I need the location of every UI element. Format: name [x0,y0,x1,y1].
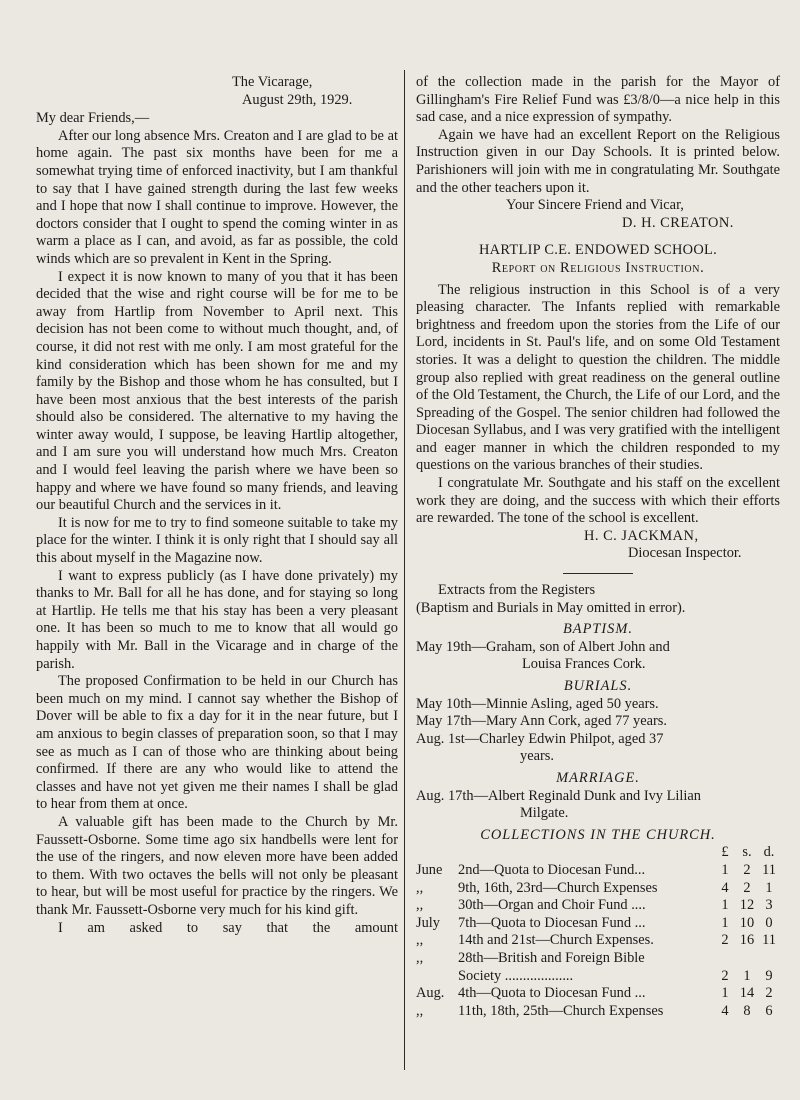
collection-shillings: 8 [743,1002,751,1019]
collection-pounds: 2 [721,967,729,984]
collection-pounds [714,950,736,968]
pence-header: d. [763,844,775,861]
collection-shillings: 2 [743,861,751,878]
collection-shillings: 10 [739,914,755,931]
marriage-heading: MARRIAGE. [556,769,640,786]
collection-pence: 3 [765,897,773,914]
school-report-paragraph: I congratulate Mr. Southgate and his staff on the excellent work they are doing, and the success with which their efforts are rewarded. The tone of the school is excellent. [416,475,780,527]
marriage-entry-cont: Milgate. [520,805,569,822]
letter-paragraph: I want to express publicly (as I have done privately) my thanks to Mr. Ball for all he has done, and for staying so long at Hartlip. He tells me that his stay has been a very pleasant one. It has been so much to me to know that all would go happily with Mr. Ball in the Vicarage and in charge of the parish. [36,567,398,672]
burials-heading: BURIALS. [563,678,633,694]
letter-closing: Your Sincere Friend and Vicar, [506,197,684,214]
letter-paragraph: The proposed Confirmation to be held in our Church has been much on my mind. I cannot say whether the Bishop of Dover will be able to fix a day for it in the near future, but I am anxious to begin classes of preparation soon, so that I may see as much as I can of those who are thinking about being confirmed. If there are any who would like to attend the classes and have not yet given me their names I shall be glad to hear from them at once. [36,673,398,813]
shillings-header: s. [742,844,752,861]
burial-entry: May 17th—Mary Ann Cork, aged 77 years. [416,713,667,730]
collection-month: ,, [416,897,424,914]
letter-paragraph: Again we have had an excellent Report on the Religious Instruction given in our Day Schools. It is printed below. Parishioners will join with me in congratulating Mr. Southgate and the other teachers upon it. [416,126,780,196]
collection-description: Society ................... [458,967,574,984]
marriage-entry: Aug. 17th—Albert Reginald Dunk and Ivy Lilian [416,787,701,804]
baptism-text: Graham, son of Albert John and [485,638,670,655]
letter-paragraph: After our long absence Mrs. Creaton and I are glad to be at home again. The past six months have been for me a somewhat trying time of enforced inactivity, but I am thankful to say that I have gained strength during the last few weeks and I hope that now I shall continue to improve. However, the doctors consider that I ought to spend the coming winter in as warm a place as I can, and avoid, as far as possible, the cold winds which are so prevalent in Kent in the Spring. [36,127,398,267]
collections-table [416,844,780,1020]
collection-pence: 0 [765,914,773,931]
right-column [416,74,780,1020]
collection-month: June [416,861,443,878]
pounds-header: £ [721,844,729,861]
collection-pounds: 1 [721,897,729,914]
collection-pence: 2 [765,985,773,1002]
collection-description: 4th—Quota to Diocesan Fund ... [458,985,646,1002]
baptism-entry [416,639,780,674]
currency-header-row [416,844,780,862]
collection-description: 11th, 18th, 25th—Church Expenses [458,1002,664,1019]
school-report-subtitle: Report on Religious Instruction. [491,259,705,276]
letter-address: The Vicarage, [232,74,313,90]
collection-pounds: 2 [721,932,729,949]
letter-signature: D. H. CREATON. [622,214,734,231]
collection-month: ,, [416,949,424,966]
section-divider [563,573,633,574]
collection-month: ,, [416,1002,424,1019]
collection-row [416,862,780,880]
collection-pounds: 1 [721,861,729,878]
collection-description: 14th and 21st—Church Expenses. [458,932,654,949]
collection-month: ,, [416,879,424,896]
baptism-heading: BAPTISM. [563,621,633,638]
burial-entry-cont: years. [520,748,554,765]
inspector-title: Diocesan Inspector. [628,545,742,562]
collection-shillings: 2 [743,879,751,896]
collection-pence: 11 [762,932,776,949]
collection-shillings: 16 [739,932,755,949]
registers-intro: Extracts from the Registers [438,582,596,599]
collection-month: ,, [416,932,424,949]
baptism-date: May 19th— [416,638,486,655]
collection-month: July [416,914,440,931]
collection-row [416,1003,780,1021]
collection-shillings: 1 [743,967,751,984]
collection-row [416,950,780,968]
collection-row [416,897,780,915]
letter-paragraph: I expect it is now known to many of you that it has been decided that the wise and right course will be for me to be away from Hartlip from November to April next. This decision has not been come to without much thought, and, of course, it did not rest with me only. I am most grateful for the kind consideration which has been shown for me and my family by the Bishop and those whom he has consulted, but I have been most anxious that the best interests of the parish should also be considered. The alternative to my having the winter away would, I suppose, be leaving Hartlip altogether, and I am sure you will understand how much Mrs. Creaton and I would feel leaving the parish where we have been so happy and where we have found so many friends, and leaving our beautiful Church and the services in it. [36,268,398,514]
collection-month: Aug. [416,985,445,1002]
collection-row [416,985,780,1003]
collection-shillings [736,950,758,968]
school-report-paragraph: The religious instruction in this School is of a very pleasing character. The Infants replied with remarkable brightness and freedom upon the stories from the Life of our Lord, incidents in St. Paul's life, and on some Old Testament stories. It was a delight to question the children. The middle group also replied with great readiness on the general outline of the Old Testament, the Church, the Life of our Lord, and the Spreading of the Gospel. The senior children had followed the Diocesan Syllabus, and I was very gratified with the intelligent and eager manner in which the children responded to my questions on the various branches of their studies. [416,281,780,474]
collection-description: 30th—Organ and Choir Fund .... [458,897,646,914]
letter-paragraph: I am asked to say that the amount [58,919,398,936]
collection-pence: 1 [765,879,773,896]
collection-pence [758,950,780,968]
collection-description: 2nd—Quota to Diocesan Fund... [458,861,646,878]
collection-description: 7th—Quota to Diocesan Fund ... [458,914,646,931]
collection-row [416,880,780,898]
letter-paragraph: of the collection made in the parish for the Mayor of Gillingham's Fire Relief Fund was £3/8/0—a nice help in this sad case, and a nice expression of sympathy. [416,74,780,126]
left-column [36,74,398,937]
collection-shillings: 14 [739,985,755,1002]
collection-row [416,968,780,986]
collection-pence: 6 [765,1002,773,1019]
letter-paragraph: It is now for me to try to find someone suitable to take my place for the winter. I think it is only right that I should say all this about myself in the Magazine now. [36,514,398,567]
burial-entry: May 10th—Minnie Asling, aged 50 years. [416,695,659,712]
collection-row [416,932,780,950]
inspector-name: H. C. JACKMAN, [584,527,699,544]
collection-description: 9th, 16th, 23rd—Church Expenses [458,879,658,896]
collection-shillings: 12 [739,897,755,914]
collection-description: 28th—British and Foreign Bible [458,949,645,966]
burial-entry: Aug. 1st—Charley Edwin Philpot, aged 37 [416,730,664,747]
column-divider [404,70,405,1070]
baptism-text-cont: Louisa Frances Cork. [522,656,646,673]
collection-row [416,915,780,933]
collections-heading: COLLECTIONS IN THE CHURCH. [480,826,716,843]
collection-pence: 11 [762,861,776,878]
letter-date: August 29th, 1929. [242,91,353,108]
collection-pounds: 1 [721,914,729,931]
collection-pounds: 4 [721,1002,729,1019]
collection-pounds: 1 [721,985,729,1002]
school-report-title: HARTLIP C.E. ENDOWED SCHOOL. [478,242,718,259]
collection-pence: 9 [765,967,773,984]
collection-pounds: 4 [721,879,729,896]
registers-note: (Baptism and Burials in May omitted in error). [416,599,686,616]
letter-salutation: My dear Friends,— [36,110,150,127]
letter-paragraph: A valuable gift has been made to the Church by Mr. Faussett-Osborne. Some time ago six handbells were lent for the use of the ringers, and now eleven more have been added to them. With two octaves the bells will not only be pleasant to hear, but will be most useful for practice by the ringers. We thank Mr. Faussett-Osborne very much for his kind gift. [36,813,398,918]
collection-month [416,968,458,986]
